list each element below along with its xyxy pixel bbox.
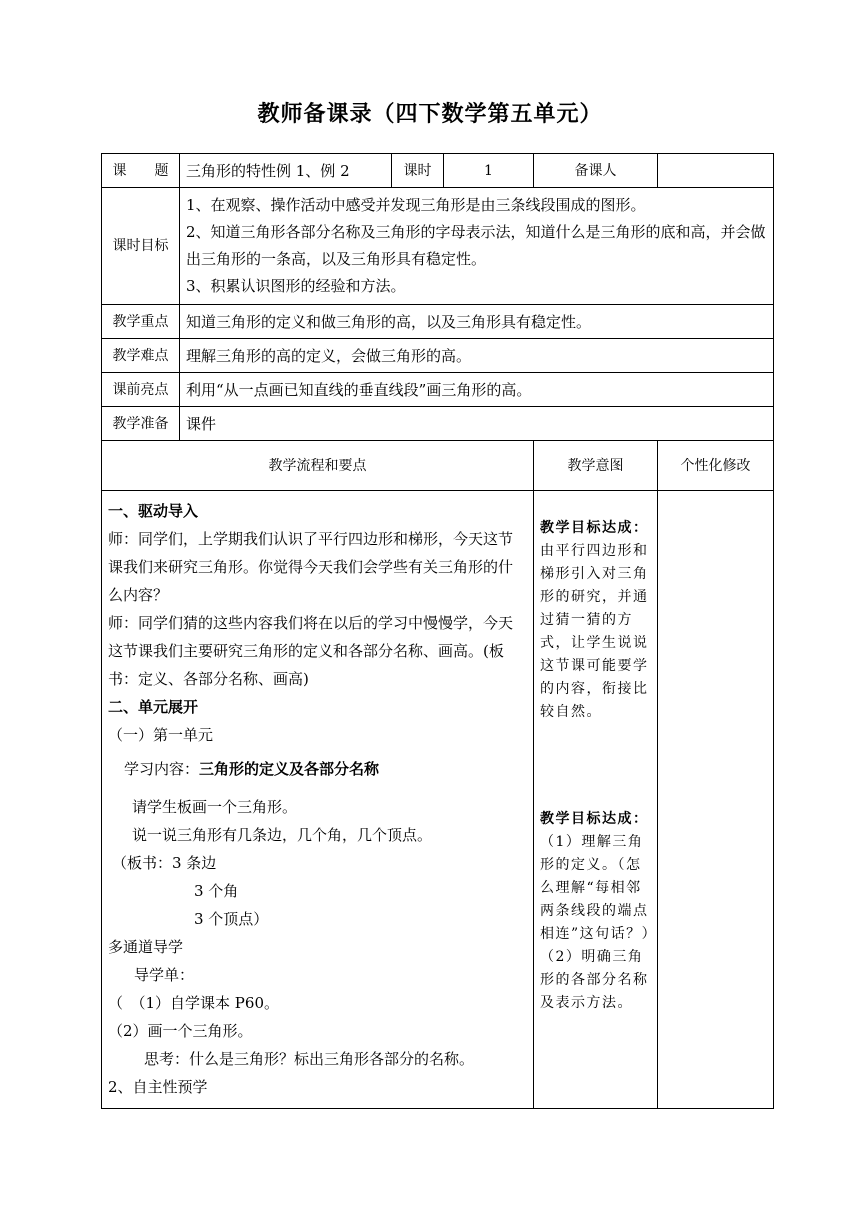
- guide-heading: 多通道导学: [108, 938, 184, 956]
- key-point-row: [102, 305, 774, 339]
- goals-label: 课时目标: [102, 188, 180, 305]
- highlight-row: [102, 373, 774, 407]
- section-2-heading: 二、单元展开: [108, 698, 199, 716]
- difficulty-row: [102, 339, 774, 373]
- period-value: 1: [444, 154, 534, 188]
- guide-sheet-label: 导学单：: [134, 966, 195, 984]
- intent-column-header: 教学意图: [534, 441, 658, 491]
- key-point-label: 教学重点: [102, 305, 180, 339]
- self-study-heading: 2、自主性预学: [108, 1078, 208, 1096]
- key-point-value: 知道三角形的定义和做三角形的高，以及三角形具有稳定性。: [180, 305, 774, 339]
- difficulty-value: 理解三角形的高的定义，会做三角形的高。: [180, 339, 774, 373]
- goal-line-3: 3、积累认识图形的经验和方法。: [186, 277, 406, 295]
- section-1-paragraph-1: 师：同学们，上学期我们认识了平行四边形和梯形，今天这节课我们来研究三角形。你觉得今天我们会学些有关三角形的什么内容？: [108, 530, 514, 604]
- goal-line-1: 1、在观察、操作活动中感受并发现三角形是由三条线段围成的图形。: [186, 196, 646, 214]
- page-title: 教师备课录（四下数学第五单元）: [257, 101, 603, 127]
- think-prompt: 思考：什么是三角形？标出三角形各部分的名称。: [144, 1050, 475, 1068]
- guide-step-2: （2）画一个三角形。: [108, 1022, 253, 1040]
- board-line-1: （板书：3 条边: [112, 854, 217, 872]
- goals-row: [102, 188, 774, 305]
- learning-content: [108, 755, 527, 783]
- intent-2-heading: 教学目标达成：: [540, 811, 649, 827]
- intent-content: [534, 491, 658, 1109]
- guide-step-1: （ （1）自学课本 P60。: [108, 994, 279, 1012]
- column-header-row: [102, 441, 774, 491]
- highlight-value: 利用“从一点画已知直线的垂直线段”画三角形的高。: [180, 373, 774, 407]
- topic-value: 三角形的特性例 1、例 2: [180, 154, 392, 188]
- difficulty-label: 教学难点: [102, 339, 180, 373]
- topic-label: 课 题: [102, 154, 180, 188]
- section-1-heading: 一、驱动导入: [108, 502, 199, 520]
- lesson-plan-table: [101, 153, 774, 1109]
- flow-content: [102, 491, 534, 1109]
- header-row: [102, 154, 774, 188]
- flow-column-header: 教学流程和要点: [102, 441, 534, 491]
- intent-2-item-2: （2）明确三角形的各部分名称及表示方法。: [540, 949, 649, 1011]
- board-line-2: 3 个角: [194, 882, 239, 900]
- intent-2-item-1: （1）理解三角形的定义。（怎么理解“每相邻两条线段的端点相连”这句话？）: [540, 834, 658, 942]
- intent-1-heading: 教学目标达成：: [540, 520, 649, 536]
- personal-modification-cell: [658, 491, 774, 1109]
- personal-column-header: 个性化修改: [658, 441, 774, 491]
- highlight-label: 课前亮点: [102, 373, 180, 407]
- preparation-label: 教学准备: [102, 407, 180, 441]
- preparer-value: [658, 154, 774, 188]
- section-1-paragraph-2: 师：同学们猜的这些内容我们将在以后的学习中慢慢学，今天这节课我们主要研究三角形的定义和各部分名称、画高。(板书：定义、各部分名称、画高): [108, 614, 514, 688]
- preparer-label: 备课人: [534, 154, 658, 188]
- period-label: 课时: [392, 154, 444, 188]
- goal-line-2: 2、知道三角形各部分名称及三角形的字母表示法，知道什么是三角形的底和高，并会做出三角形的一条高，以及三角形具有稳定性。: [186, 223, 766, 268]
- learning-content-value: 三角形的定义及各部分名称: [199, 760, 380, 778]
- board-line-3: 3 个顶点）: [194, 910, 269, 928]
- intent-1-text: 由平行四边形和梯形引入对三角形的研究，并通过猜一猜的方式，让学生说说这节课可能要学的内容，衔接比较自然。: [540, 543, 649, 720]
- draw-instruction: 请学生板画一个三角形。: [132, 798, 298, 816]
- unit-1-label: （一）第一单元: [108, 726, 214, 744]
- preparation-value: 课件: [180, 407, 774, 441]
- goals-content: [180, 188, 774, 305]
- body-row: [102, 491, 774, 1109]
- learning-content-label: 学习内容：: [124, 760, 200, 778]
- preparation-row: [102, 407, 774, 441]
- say-instruction: 说一说三角形有几条边，几个角，几个顶点。: [132, 826, 433, 844]
